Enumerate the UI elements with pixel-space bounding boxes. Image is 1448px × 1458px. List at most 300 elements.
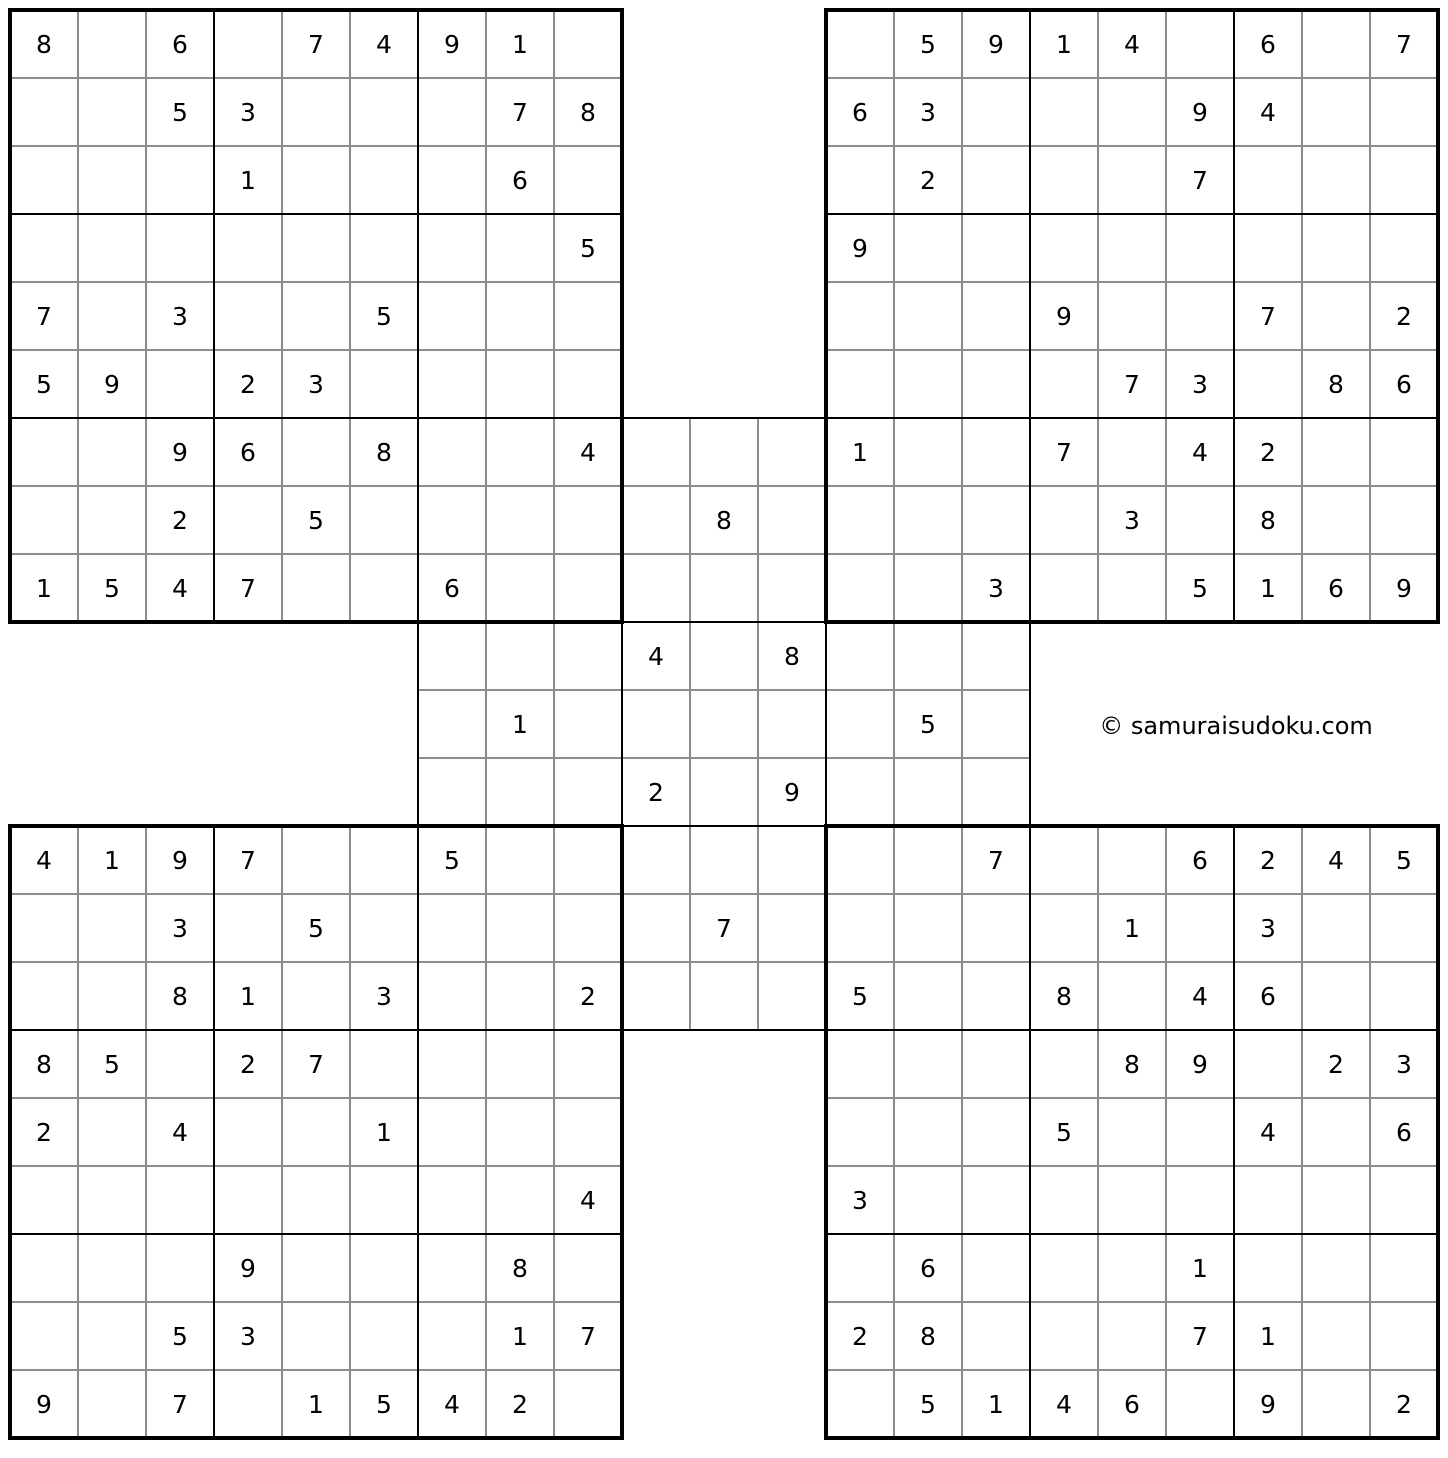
sudoku-cell[interactable] bbox=[418, 622, 486, 690]
sudoku-cell[interactable] bbox=[78, 214, 146, 282]
sudoku-cell[interactable]: 2 bbox=[214, 350, 282, 418]
sudoku-cell[interactable]: 4 bbox=[10, 826, 78, 894]
sudoku-cell[interactable]: 3 bbox=[146, 282, 214, 350]
sudoku-cell[interactable]: 6 bbox=[146, 10, 214, 78]
sudoku-cell[interactable] bbox=[214, 1370, 282, 1438]
sudoku-cell[interactable]: 7 bbox=[1370, 10, 1438, 78]
sudoku-cell[interactable] bbox=[10, 486, 78, 554]
sudoku-cell[interactable] bbox=[962, 690, 1030, 758]
sudoku-cell[interactable]: 6 bbox=[1370, 350, 1438, 418]
sudoku-cell[interactable]: 8 bbox=[350, 418, 418, 486]
sudoku-cell[interactable] bbox=[554, 622, 622, 690]
sudoku-cell[interactable] bbox=[1234, 214, 1302, 282]
sudoku-cell[interactable] bbox=[10, 1166, 78, 1234]
sudoku-cell[interactable]: 3 bbox=[1234, 894, 1302, 962]
sudoku-cell[interactable] bbox=[690, 690, 758, 758]
sudoku-cell[interactable]: 9 bbox=[1234, 1370, 1302, 1438]
sudoku-cell[interactable] bbox=[1370, 486, 1438, 554]
sudoku-cell[interactable]: 8 bbox=[690, 486, 758, 554]
sudoku-cell[interactable]: 4 bbox=[146, 554, 214, 622]
sudoku-cell[interactable]: 6 bbox=[1234, 962, 1302, 1030]
sudoku-cell[interactable]: 1 bbox=[282, 1370, 350, 1438]
sudoku-cell[interactable] bbox=[962, 146, 1030, 214]
sudoku-cell[interactable] bbox=[1302, 486, 1370, 554]
sudoku-cell[interactable] bbox=[214, 486, 282, 554]
sudoku-cell[interactable] bbox=[554, 146, 622, 214]
sudoku-cell[interactable]: 5 bbox=[282, 486, 350, 554]
sudoku-cell[interactable] bbox=[282, 1234, 350, 1302]
sudoku-cell[interactable] bbox=[1166, 214, 1234, 282]
sudoku-cell[interactable]: 7 bbox=[1030, 418, 1098, 486]
sudoku-cell[interactable]: 8 bbox=[146, 962, 214, 1030]
sudoku-cell[interactable] bbox=[1370, 1166, 1438, 1234]
sudoku-cell[interactable]: 9 bbox=[10, 1370, 78, 1438]
sudoku-cell[interactable]: 7 bbox=[214, 826, 282, 894]
sudoku-cell[interactable] bbox=[78, 894, 146, 962]
sudoku-cell[interactable] bbox=[146, 350, 214, 418]
sudoku-cell[interactable] bbox=[826, 826, 894, 894]
sudoku-cell[interactable] bbox=[1166, 282, 1234, 350]
sudoku-cell[interactable] bbox=[826, 1098, 894, 1166]
sudoku-cell[interactable] bbox=[1098, 282, 1166, 350]
sudoku-cell[interactable] bbox=[350, 486, 418, 554]
sudoku-cell[interactable] bbox=[1098, 554, 1166, 622]
sudoku-cell[interactable] bbox=[962, 214, 1030, 282]
sudoku-cell[interactable]: 4 bbox=[1098, 10, 1166, 78]
sudoku-cell[interactable] bbox=[1030, 78, 1098, 146]
sudoku-cell[interactable] bbox=[1370, 894, 1438, 962]
sudoku-cell[interactable]: 1 bbox=[1234, 554, 1302, 622]
sudoku-cell[interactable] bbox=[1098, 1302, 1166, 1370]
sudoku-cell[interactable] bbox=[1030, 146, 1098, 214]
sudoku-cell[interactable] bbox=[1098, 146, 1166, 214]
sudoku-cell[interactable]: 2 bbox=[826, 1302, 894, 1370]
sudoku-cell[interactable]: 5 bbox=[1370, 826, 1438, 894]
sudoku-cell[interactable]: 5 bbox=[826, 962, 894, 1030]
sudoku-cell[interactable] bbox=[1098, 826, 1166, 894]
sudoku-cell[interactable] bbox=[350, 78, 418, 146]
sudoku-cell[interactable] bbox=[1030, 1030, 1098, 1098]
sudoku-cell[interactable]: 1 bbox=[486, 10, 554, 78]
sudoku-cell[interactable]: 2 bbox=[1234, 826, 1302, 894]
sudoku-cell[interactable]: 1 bbox=[214, 962, 282, 1030]
sudoku-cell[interactable]: 2 bbox=[146, 486, 214, 554]
sudoku-cell[interactable] bbox=[690, 418, 758, 486]
sudoku-cell[interactable]: 7 bbox=[214, 554, 282, 622]
sudoku-cell[interactable] bbox=[1166, 486, 1234, 554]
sudoku-cell[interactable]: 4 bbox=[1030, 1370, 1098, 1438]
sudoku-cell[interactable]: 9 bbox=[1166, 78, 1234, 146]
sudoku-cell[interactable] bbox=[826, 1030, 894, 1098]
sudoku-cell[interactable] bbox=[1166, 1098, 1234, 1166]
sudoku-cell[interactable] bbox=[1302, 282, 1370, 350]
sudoku-cell[interactable] bbox=[78, 282, 146, 350]
sudoku-cell[interactable] bbox=[282, 826, 350, 894]
sudoku-cell[interactable] bbox=[1302, 1166, 1370, 1234]
sudoku-cell[interactable] bbox=[418, 214, 486, 282]
sudoku-cell[interactable] bbox=[486, 758, 554, 826]
sudoku-cell[interactable]: 4 bbox=[146, 1098, 214, 1166]
sudoku-cell[interactable] bbox=[962, 1302, 1030, 1370]
sudoku-cell[interactable] bbox=[826, 1370, 894, 1438]
sudoku-cell[interactable]: 7 bbox=[146, 1370, 214, 1438]
sudoku-cell[interactable]: 6 bbox=[1234, 10, 1302, 78]
sudoku-cell[interactable]: 9 bbox=[826, 214, 894, 282]
sudoku-cell[interactable] bbox=[10, 214, 78, 282]
sudoku-cell[interactable] bbox=[486, 486, 554, 554]
sudoku-cell[interactable]: 6 bbox=[1098, 1370, 1166, 1438]
sudoku-cell[interactable] bbox=[894, 894, 962, 962]
sudoku-cell[interactable] bbox=[486, 282, 554, 350]
sudoku-cell[interactable]: 1 bbox=[214, 146, 282, 214]
sudoku-cell[interactable] bbox=[146, 146, 214, 214]
sudoku-cell[interactable] bbox=[1098, 418, 1166, 486]
sudoku-cell[interactable]: 5 bbox=[78, 1030, 146, 1098]
sudoku-cell[interactable]: 3 bbox=[962, 554, 1030, 622]
sudoku-cell[interactable] bbox=[486, 1030, 554, 1098]
sudoku-cell[interactable]: 3 bbox=[214, 1302, 282, 1370]
sudoku-cell[interactable] bbox=[826, 1234, 894, 1302]
sudoku-cell[interactable] bbox=[10, 418, 78, 486]
sudoku-cell[interactable] bbox=[146, 1234, 214, 1302]
sudoku-cell[interactable] bbox=[894, 554, 962, 622]
sudoku-cell[interactable] bbox=[1098, 214, 1166, 282]
sudoku-cell[interactable]: 5 bbox=[146, 78, 214, 146]
sudoku-cell[interactable]: 4 bbox=[622, 622, 690, 690]
sudoku-cell[interactable] bbox=[622, 554, 690, 622]
sudoku-cell[interactable] bbox=[282, 282, 350, 350]
sudoku-cell[interactable] bbox=[78, 1302, 146, 1370]
sudoku-cell[interactable] bbox=[146, 214, 214, 282]
sudoku-cell[interactable] bbox=[350, 554, 418, 622]
sudoku-cell[interactable] bbox=[282, 418, 350, 486]
sudoku-cell[interactable] bbox=[826, 146, 894, 214]
sudoku-cell[interactable] bbox=[826, 486, 894, 554]
sudoku-cell[interactable] bbox=[554, 282, 622, 350]
sudoku-cell[interactable] bbox=[282, 962, 350, 1030]
sudoku-cell[interactable] bbox=[554, 1234, 622, 1302]
sudoku-cell[interactable] bbox=[78, 1370, 146, 1438]
sudoku-cell[interactable] bbox=[282, 146, 350, 214]
sudoku-cell[interactable] bbox=[554, 1370, 622, 1438]
sudoku-cell[interactable]: 8 bbox=[554, 78, 622, 146]
sudoku-cell[interactable] bbox=[690, 554, 758, 622]
sudoku-cell[interactable] bbox=[1302, 1234, 1370, 1302]
sudoku-cell[interactable] bbox=[350, 826, 418, 894]
sudoku-cell[interactable]: 7 bbox=[10, 282, 78, 350]
sudoku-cell[interactable]: 9 bbox=[146, 418, 214, 486]
sudoku-cell[interactable] bbox=[1234, 1030, 1302, 1098]
sudoku-cell[interactable]: 4 bbox=[554, 1166, 622, 1234]
sudoku-cell[interactable] bbox=[78, 962, 146, 1030]
sudoku-cell[interactable]: 1 bbox=[486, 1302, 554, 1370]
sudoku-cell[interactable] bbox=[418, 418, 486, 486]
sudoku-cell[interactable] bbox=[418, 1302, 486, 1370]
sudoku-cell[interactable] bbox=[622, 962, 690, 1030]
sudoku-cell[interactable]: 9 bbox=[146, 826, 214, 894]
sudoku-cell[interactable]: 1 bbox=[1166, 1234, 1234, 1302]
sudoku-cell[interactable] bbox=[962, 350, 1030, 418]
sudoku-cell[interactable] bbox=[1098, 1166, 1166, 1234]
sudoku-cell[interactable] bbox=[1302, 146, 1370, 214]
sudoku-cell[interactable] bbox=[962, 78, 1030, 146]
sudoku-cell[interactable]: 1 bbox=[486, 690, 554, 758]
sudoku-cell[interactable] bbox=[486, 350, 554, 418]
sudoku-cell[interactable]: 7 bbox=[1166, 1302, 1234, 1370]
sudoku-cell[interactable]: 5 bbox=[146, 1302, 214, 1370]
sudoku-cell[interactable]: 2 bbox=[1302, 1030, 1370, 1098]
sudoku-cell[interactable] bbox=[894, 1098, 962, 1166]
sudoku-cell[interactable]: 2 bbox=[1370, 282, 1438, 350]
sudoku-cell[interactable] bbox=[1302, 78, 1370, 146]
sudoku-cell[interactable] bbox=[1370, 418, 1438, 486]
sudoku-cell[interactable]: 1 bbox=[350, 1098, 418, 1166]
sudoku-cell[interactable] bbox=[1030, 486, 1098, 554]
sudoku-cell[interactable] bbox=[78, 486, 146, 554]
sudoku-cell[interactable] bbox=[1234, 1234, 1302, 1302]
sudoku-cell[interactable] bbox=[486, 1166, 554, 1234]
sudoku-cell[interactable] bbox=[554, 1030, 622, 1098]
sudoku-cell[interactable]: 5 bbox=[1030, 1098, 1098, 1166]
sudoku-cell[interactable]: 1 bbox=[78, 826, 146, 894]
sudoku-cell[interactable] bbox=[146, 1030, 214, 1098]
sudoku-cell[interactable] bbox=[10, 1234, 78, 1302]
sudoku-cell[interactable] bbox=[894, 214, 962, 282]
sudoku-cell[interactable]: 1 bbox=[10, 554, 78, 622]
sudoku-cell[interactable] bbox=[214, 10, 282, 78]
sudoku-cell[interactable] bbox=[350, 1030, 418, 1098]
sudoku-cell[interactable] bbox=[894, 486, 962, 554]
sudoku-cell[interactable] bbox=[622, 894, 690, 962]
sudoku-cell[interactable] bbox=[418, 486, 486, 554]
sudoku-cell[interactable]: 5 bbox=[418, 826, 486, 894]
sudoku-cell[interactable] bbox=[826, 758, 894, 826]
sudoku-cell[interactable] bbox=[418, 1098, 486, 1166]
sudoku-cell[interactable] bbox=[962, 282, 1030, 350]
sudoku-cell[interactable]: 3 bbox=[350, 962, 418, 1030]
sudoku-cell[interactable]: 4 bbox=[418, 1370, 486, 1438]
sudoku-cell[interactable] bbox=[962, 1234, 1030, 1302]
sudoku-cell[interactable] bbox=[1370, 1302, 1438, 1370]
sudoku-cell[interactable] bbox=[214, 1098, 282, 1166]
sudoku-cell[interactable]: 9 bbox=[214, 1234, 282, 1302]
sudoku-cell[interactable]: 4 bbox=[1302, 826, 1370, 894]
sudoku-cell[interactable] bbox=[1234, 350, 1302, 418]
sudoku-cell[interactable]: 7 bbox=[690, 894, 758, 962]
sudoku-cell[interactable] bbox=[78, 1166, 146, 1234]
sudoku-cell[interactable] bbox=[826, 554, 894, 622]
sudoku-cell[interactable]: 6 bbox=[826, 78, 894, 146]
sudoku-cell[interactable]: 3 bbox=[146, 894, 214, 962]
sudoku-cell[interactable] bbox=[758, 826, 826, 894]
sudoku-cell[interactable]: 9 bbox=[1166, 1030, 1234, 1098]
sudoku-cell[interactable]: 8 bbox=[486, 1234, 554, 1302]
sudoku-cell[interactable]: 1 bbox=[1030, 10, 1098, 78]
sudoku-cell[interactable] bbox=[350, 1234, 418, 1302]
sudoku-cell[interactable] bbox=[282, 1098, 350, 1166]
sudoku-cell[interactable] bbox=[962, 1098, 1030, 1166]
sudoku-cell[interactable] bbox=[282, 1166, 350, 1234]
sudoku-cell[interactable] bbox=[214, 282, 282, 350]
sudoku-cell[interactable] bbox=[1234, 1166, 1302, 1234]
sudoku-cell[interactable] bbox=[486, 554, 554, 622]
sudoku-cell[interactable]: 1 bbox=[826, 418, 894, 486]
sudoku-cell[interactable]: 2 bbox=[554, 962, 622, 1030]
sudoku-cell[interactable] bbox=[10, 962, 78, 1030]
sudoku-cell[interactable]: 5 bbox=[894, 690, 962, 758]
sudoku-cell[interactable] bbox=[894, 826, 962, 894]
sudoku-cell[interactable] bbox=[418, 894, 486, 962]
sudoku-cell[interactable]: 5 bbox=[350, 1370, 418, 1438]
sudoku-cell[interactable] bbox=[1030, 1166, 1098, 1234]
sudoku-cell[interactable] bbox=[826, 282, 894, 350]
sudoku-cell[interactable] bbox=[622, 826, 690, 894]
sudoku-cell[interactable]: 2 bbox=[486, 1370, 554, 1438]
sudoku-cell[interactable] bbox=[1098, 962, 1166, 1030]
sudoku-cell[interactable] bbox=[486, 826, 554, 894]
sudoku-cell[interactable]: 8 bbox=[1302, 350, 1370, 418]
sudoku-cell[interactable] bbox=[962, 894, 1030, 962]
sudoku-cell[interactable]: 2 bbox=[10, 1098, 78, 1166]
sudoku-cell[interactable] bbox=[554, 486, 622, 554]
sudoku-cell[interactable] bbox=[1302, 962, 1370, 1030]
sudoku-cell[interactable]: 4 bbox=[350, 10, 418, 78]
sudoku-cell[interactable] bbox=[1166, 894, 1234, 962]
sudoku-cell[interactable]: 5 bbox=[894, 10, 962, 78]
sudoku-cell[interactable]: 7 bbox=[962, 826, 1030, 894]
sudoku-cell[interactable] bbox=[1370, 214, 1438, 282]
sudoku-cell[interactable] bbox=[350, 1166, 418, 1234]
sudoku-cell[interactable] bbox=[1030, 214, 1098, 282]
sudoku-cell[interactable] bbox=[282, 1302, 350, 1370]
sudoku-cell[interactable] bbox=[554, 758, 622, 826]
sudoku-cell[interactable] bbox=[962, 418, 1030, 486]
sudoku-cell[interactable] bbox=[350, 350, 418, 418]
sudoku-cell[interactable] bbox=[418, 1166, 486, 1234]
sudoku-cell[interactable]: 6 bbox=[418, 554, 486, 622]
sudoku-cell[interactable]: 7 bbox=[1234, 282, 1302, 350]
sudoku-cell[interactable] bbox=[894, 758, 962, 826]
sudoku-cell[interactable] bbox=[894, 622, 962, 690]
sudoku-cell[interactable] bbox=[622, 486, 690, 554]
sudoku-cell[interactable] bbox=[350, 1302, 418, 1370]
sudoku-cell[interactable] bbox=[894, 418, 962, 486]
sudoku-cell[interactable]: 8 bbox=[1098, 1030, 1166, 1098]
sudoku-cell[interactable] bbox=[78, 78, 146, 146]
sudoku-cell[interactable]: 7 bbox=[1166, 146, 1234, 214]
sudoku-cell[interactable]: 4 bbox=[1234, 78, 1302, 146]
sudoku-cell[interactable]: 7 bbox=[1098, 350, 1166, 418]
sudoku-cell[interactable] bbox=[554, 10, 622, 78]
sudoku-cell[interactable] bbox=[282, 214, 350, 282]
sudoku-cell[interactable] bbox=[690, 962, 758, 1030]
sudoku-cell[interactable] bbox=[282, 78, 350, 146]
sudoku-cell[interactable] bbox=[1030, 826, 1098, 894]
sudoku-cell[interactable] bbox=[554, 894, 622, 962]
sudoku-cell[interactable] bbox=[486, 1098, 554, 1166]
sudoku-cell[interactable] bbox=[1098, 1098, 1166, 1166]
sudoku-cell[interactable] bbox=[1370, 78, 1438, 146]
sudoku-cell[interactable] bbox=[826, 622, 894, 690]
sudoku-cell[interactable]: 4 bbox=[554, 418, 622, 486]
sudoku-cell[interactable] bbox=[418, 78, 486, 146]
sudoku-cell[interactable] bbox=[486, 622, 554, 690]
sudoku-cell[interactable] bbox=[10, 78, 78, 146]
sudoku-cell[interactable]: 6 bbox=[486, 146, 554, 214]
sudoku-cell[interactable] bbox=[554, 350, 622, 418]
sudoku-cell[interactable]: 6 bbox=[1166, 826, 1234, 894]
sudoku-cell[interactable]: 3 bbox=[1098, 486, 1166, 554]
sudoku-cell[interactable] bbox=[962, 1166, 1030, 1234]
sudoku-cell[interactable] bbox=[1370, 962, 1438, 1030]
sudoku-cell[interactable] bbox=[758, 962, 826, 1030]
sudoku-cell[interactable] bbox=[350, 214, 418, 282]
sudoku-cell[interactable] bbox=[962, 486, 1030, 554]
sudoku-cell[interactable]: 1 bbox=[1234, 1302, 1302, 1370]
sudoku-cell[interactable] bbox=[1098, 1234, 1166, 1302]
sudoku-cell[interactable]: 8 bbox=[758, 622, 826, 690]
sudoku-cell[interactable]: 8 bbox=[1030, 962, 1098, 1030]
sudoku-cell[interactable] bbox=[214, 1166, 282, 1234]
sudoku-cell[interactable]: 3 bbox=[894, 78, 962, 146]
sudoku-cell[interactable] bbox=[1166, 1370, 1234, 1438]
sudoku-cell[interactable]: 9 bbox=[1030, 282, 1098, 350]
sudoku-cell[interactable] bbox=[214, 894, 282, 962]
sudoku-cell[interactable]: 6 bbox=[894, 1234, 962, 1302]
sudoku-cell[interactable] bbox=[758, 418, 826, 486]
sudoku-cell[interactable] bbox=[962, 962, 1030, 1030]
sudoku-cell[interactable]: 7 bbox=[486, 78, 554, 146]
sudoku-cell[interactable] bbox=[690, 758, 758, 826]
sudoku-cell[interactable] bbox=[10, 146, 78, 214]
sudoku-cell[interactable] bbox=[1166, 10, 1234, 78]
sudoku-cell[interactable]: 5 bbox=[350, 282, 418, 350]
sudoku-cell[interactable] bbox=[1370, 146, 1438, 214]
sudoku-cell[interactable]: 3 bbox=[826, 1166, 894, 1234]
sudoku-cell[interactable]: 5 bbox=[1166, 554, 1234, 622]
sudoku-cell[interactable] bbox=[962, 1030, 1030, 1098]
sudoku-cell[interactable]: 8 bbox=[10, 10, 78, 78]
sudoku-cell[interactable] bbox=[418, 962, 486, 1030]
sudoku-cell[interactable]: 9 bbox=[1370, 554, 1438, 622]
sudoku-cell[interactable] bbox=[1030, 1234, 1098, 1302]
sudoku-cell[interactable] bbox=[1166, 1166, 1234, 1234]
sudoku-cell[interactable] bbox=[350, 146, 418, 214]
sudoku-cell[interactable] bbox=[690, 622, 758, 690]
sudoku-cell[interactable] bbox=[894, 1030, 962, 1098]
sudoku-cell[interactable]: 9 bbox=[962, 10, 1030, 78]
sudoku-cell[interactable] bbox=[146, 1166, 214, 1234]
sudoku-cell[interactable]: 4 bbox=[1166, 418, 1234, 486]
sudoku-cell[interactable]: 2 bbox=[1234, 418, 1302, 486]
sudoku-cell[interactable] bbox=[486, 214, 554, 282]
sudoku-cell[interactable]: 3 bbox=[1370, 1030, 1438, 1098]
sudoku-cell[interactable] bbox=[282, 554, 350, 622]
sudoku-cell[interactable]: 4 bbox=[1166, 962, 1234, 1030]
sudoku-cell[interactable] bbox=[418, 282, 486, 350]
sudoku-cell[interactable]: 7 bbox=[282, 1030, 350, 1098]
sudoku-cell[interactable]: 2 bbox=[894, 146, 962, 214]
sudoku-cell[interactable]: 6 bbox=[214, 418, 282, 486]
sudoku-cell[interactable] bbox=[78, 10, 146, 78]
sudoku-cell[interactable] bbox=[1098, 78, 1166, 146]
sudoku-cell[interactable]: 6 bbox=[1370, 1098, 1438, 1166]
sudoku-cell[interactable] bbox=[486, 962, 554, 1030]
sudoku-cell[interactable] bbox=[418, 690, 486, 758]
sudoku-cell[interactable] bbox=[554, 1098, 622, 1166]
sudoku-cell[interactable] bbox=[418, 1030, 486, 1098]
sudoku-cell[interactable] bbox=[894, 1166, 962, 1234]
